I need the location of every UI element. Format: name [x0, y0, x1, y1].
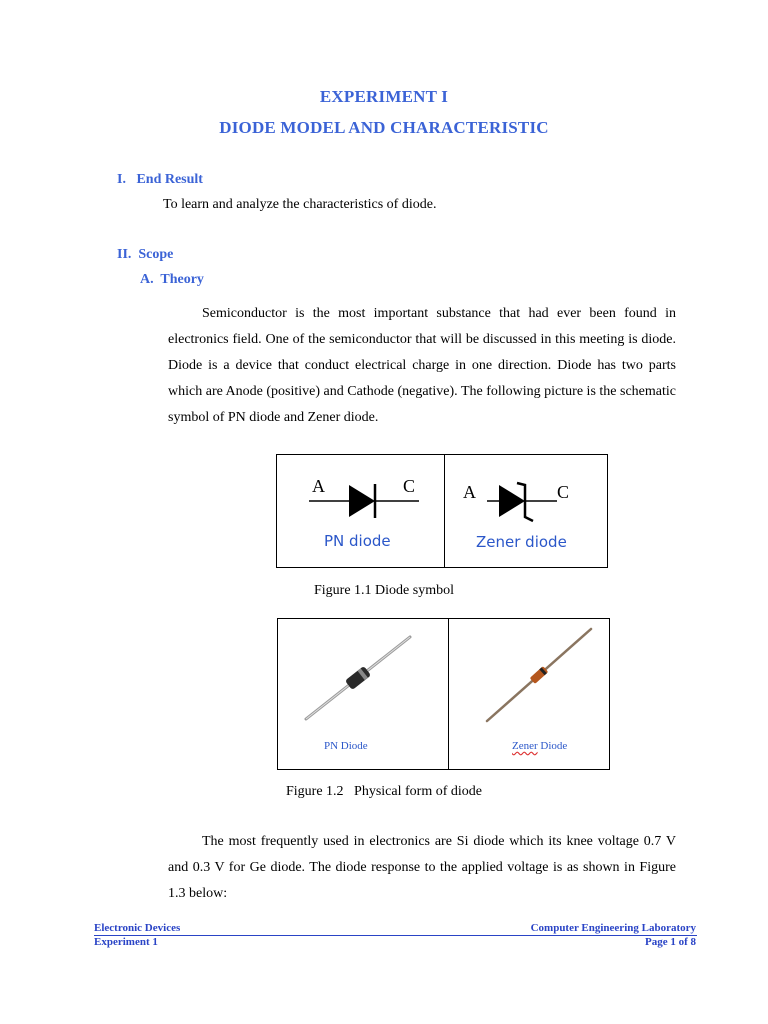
pn-diode-label: PN diode: [324, 532, 391, 550]
page-title-experiment: EXPERIMENT I: [319, 87, 449, 106]
knee-voltage-paragraph: [168, 829, 676, 907]
figure-1-2-caption: Figure 1.2 Physical form of diode: [286, 784, 482, 799]
section-heading-scope: II. Scope: [117, 247, 174, 262]
pn-diode-photo-icon: [298, 631, 418, 726]
pn-diode-photo-cell: [278, 619, 448, 769]
page-title-topic: DIODE MODEL AND CHARACTERISTIC: [219, 118, 549, 137]
zener-diode-photo-icon: [479, 625, 599, 725]
figure-diode-symbols: [276, 454, 608, 568]
footer-experiment: Experiment 1: [94, 936, 158, 948]
footer-divider: [94, 935, 697, 936]
footer-page-number: Page 1 of 8: [644, 936, 696, 948]
subsection-heading-theory: A. Theory: [140, 272, 204, 287]
zener-label-diode: Diode: [537, 740, 568, 752]
zener-diode-symbol-cell: [444, 455, 607, 567]
figure-1-1-caption: Figure 1.1 Diode symbol: [314, 583, 454, 598]
knee-voltage-paragraph-text: The most frequently used in electronics are Si diode which its knee voltage 0.7 V and 0.3 V for Ge diode. The diode response to the applied voltage is as shown in Figure 1.3 below:: [168, 834, 676, 901]
zener-diode-photo-label: [512, 740, 567, 752]
section-heading-end-result: I. End Result: [117, 172, 203, 187]
zener-cathode-label: C: [557, 482, 570, 502]
zener-diode-photo-cell: [448, 619, 609, 769]
zener-diode-label: Zener diode: [476, 533, 567, 551]
theory-paragraph-text: Semiconductor is the most important substance that had ever been found in electronics field. One of the semiconductor that will be discussed in this meeting is diode. Diode is a device that conduct electrical charge in one direction. Diode has two parts which are Anode (positive) and Cathode (negative). The following picture is the schematic symbol of PN diode and Zener diode.: [168, 306, 676, 425]
end-result-text: To learn and analyze the characteristics of diode.: [163, 197, 437, 212]
pn-diode-symbol-icon: [307, 481, 427, 521]
pn-diode-symbol-cell: [277, 455, 444, 567]
figure-physical-diodes: [277, 618, 610, 770]
pn-anode-label: A: [312, 476, 325, 496]
theory-paragraph: [168, 301, 676, 431]
pn-cathode-label: C: [403, 476, 416, 496]
footer-course: Electronic Devices: [94, 922, 181, 934]
zener-diode-symbol-icon: [457, 477, 577, 527]
zener-label-word: Zener: [512, 740, 538, 752]
pn-diode-photo-label: PN Diode: [324, 740, 368, 752]
footer-lab: Computer Engineering Laboratory: [530, 922, 696, 934]
zener-anode-label: A: [463, 482, 476, 502]
